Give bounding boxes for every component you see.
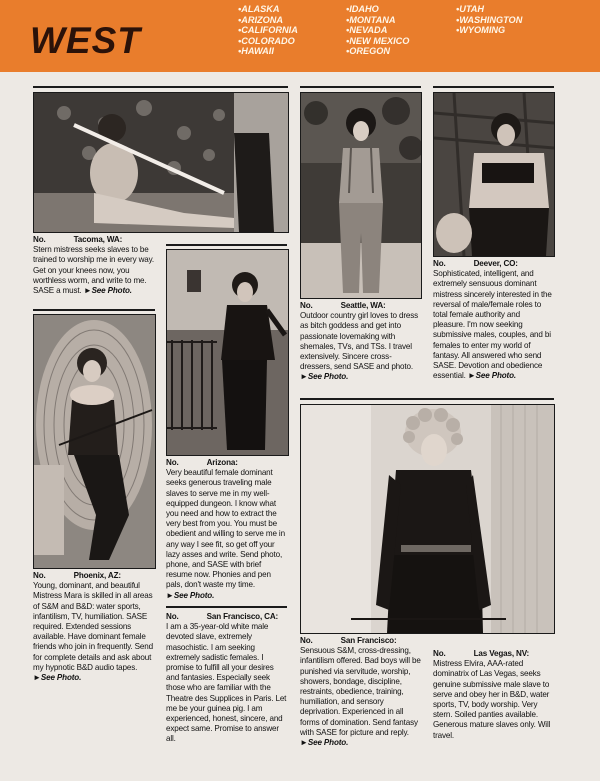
column-rule (433, 86, 554, 88)
las-vegas-photo (300, 404, 555, 634)
state-name: •MONTANA (346, 14, 396, 25)
listing-san-francisco-ca (166, 612, 288, 745)
listing-head (433, 649, 554, 659)
listing-location: Arizona: (206, 458, 238, 467)
see-photo-link[interactable]: ►See Photo. (33, 673, 82, 683)
see-photo-link[interactable]: ►See Photo. (166, 590, 215, 600)
listing-tacoma (33, 235, 155, 296)
listing-body: Stern mistress seeks slaves to be trained to worship me in every way. Get on your knees now, you worthless worm, and write to me. SASE a must. (33, 245, 155, 296)
listing-head (33, 235, 155, 245)
state-name: •OREGON (346, 46, 391, 57)
listing-head (33, 571, 155, 581)
state-name: •UTAH (456, 4, 485, 14)
listing-head (166, 612, 288, 622)
state-name: •ALASKA (238, 4, 280, 14)
denver-photo (433, 92, 555, 257)
listing-location: Las Vegas, NV: (473, 649, 530, 658)
state-name: •IDAHO (346, 4, 379, 14)
listing-number: No. (300, 301, 313, 310)
states-column-3 (456, 4, 522, 36)
see-photo-link[interactable]: ►See Photo. (83, 286, 132, 296)
state-name: •COLORADO (238, 35, 295, 46)
listing-body: Very beautiful female dominant seeks generous traveling male slaves to serve me in my well-equipped dungeon. I know what you need and how to extract the very best from you. You must be obedient and willing to serve me in any way I see fit, so get off your lazy asses and write. Send photo, phone, and SASE with brief resume now. Phonies and pen pals, don't waste my time. (166, 468, 285, 590)
listing-san-francisco (300, 636, 421, 748)
see-photo-link[interactable]: ►See Photo. (467, 371, 516, 381)
seattle-photo (300, 92, 422, 299)
section-title: WEST (30, 20, 141, 61)
listing-head (300, 636, 421, 646)
listing-body: Outdoor country girl loves to dress as bitch goddess and get into passionate lovemaking with shemales, TVs, and TSs. I travel extensively. Sincere cross-dressers, send SASE and photo. (300, 311, 419, 372)
listing-seattle (300, 301, 421, 383)
listing-body: I am a 35-year-old white male devoted slave, extremely masochistic. I am seeking extremely sadistic females. I promise to fulfill all your desires and fantasies. Especially seek those who are familiar with the Theatre des Supplices in Paris. Let me be your guinea pig. I am experienced, honest, sincere, and expect same. Promise to answer all. (166, 622, 287, 744)
listing-location: Deever, CO: (473, 259, 518, 268)
section-header (0, 0, 600, 72)
listing-las-vegas (433, 649, 554, 741)
see-photo-link[interactable]: ►See Photo. (300, 738, 349, 748)
listing-body: Young, dominant, and beautiful Mistress Mara is skilled in all areas of S&M and B&D: water sports, infantilism, TV, humiliation. SASE required. Extended sessions available. Have dominant female friends who join in frequently. Send for complete details and ask about my hypnotic B&D audio tapes. (33, 581, 153, 672)
listing-number: No. (33, 571, 46, 580)
state-name: •HAWAII (238, 46, 274, 57)
listing-location: Tacoma, WA: (73, 235, 123, 244)
column-rule (166, 244, 287, 246)
listing-number: No. (166, 612, 179, 621)
listing-number: No. (166, 458, 179, 467)
listing-number: No. (300, 636, 313, 645)
tacoma-photo (33, 92, 289, 233)
states-column-2 (346, 4, 409, 57)
state-name: •CALIFORNIA (238, 25, 298, 36)
listing-head (433, 259, 554, 269)
listing-phoenix (33, 571, 155, 683)
listing-denver (433, 259, 554, 381)
state-name: •NEVADA (346, 25, 388, 36)
listing-arizona (166, 458, 288, 601)
states-column-1 (238, 4, 298, 57)
listing-head (166, 458, 288, 468)
state-name: •WYOMING (456, 25, 506, 36)
listing-body: Mistress Elvira, AAA-rated dominatrix of Las Vegas, seeks genuine submissive male slave to serve and obey her in B&D, water sports, TV, body worship. Very stern. Soiled panties available. Generous mature slaves only. Will travel. (433, 659, 551, 740)
state-name: •ARIZONA (238, 14, 284, 25)
listing-number: No. (433, 259, 446, 268)
column-rule (33, 309, 155, 311)
listing-location: San Francisco, CA: (206, 612, 279, 621)
phoenix-photo (33, 314, 156, 569)
listing-head (300, 301, 421, 311)
listing-location: San Francisco: (340, 636, 397, 645)
arizona-photo (166, 249, 289, 456)
state-name: •WASHINGTON (456, 14, 523, 25)
listing-location: Phoenix, AZ: (73, 571, 121, 580)
listing-number: No. (33, 235, 46, 244)
column-rule (300, 86, 421, 88)
column-rule (300, 398, 554, 400)
state-name: •NEW MEXICO (346, 35, 410, 46)
listing-body: Sophisticated, intelligent, and extremely sensuous dominant mistress sincerely interested in the reversal of male/female roles to total female authority and pleasure. I'm now seeking submissive males, couples, and bi females to enter my world of fantasy. All answered who send SASE. Devotion and obedience essential. (433, 269, 552, 381)
see-photo-link[interactable]: ►See Photo. (300, 372, 349, 382)
listing-number: No. (433, 649, 446, 658)
listing-body: Sensuous S&M, cross-dressing, infantilism offered. Bad boys will be punished via servitude, worship, showers, bondage, discipline, restraints, obedience, training, humiliation, and sensory deprivation. Experienced in all forms of domination. Send fantasy with SASE for picture and reply. (300, 646, 421, 737)
column-rule (166, 606, 287, 608)
listing-location: Seattle, WA: (340, 301, 386, 310)
column-rule (33, 86, 288, 88)
